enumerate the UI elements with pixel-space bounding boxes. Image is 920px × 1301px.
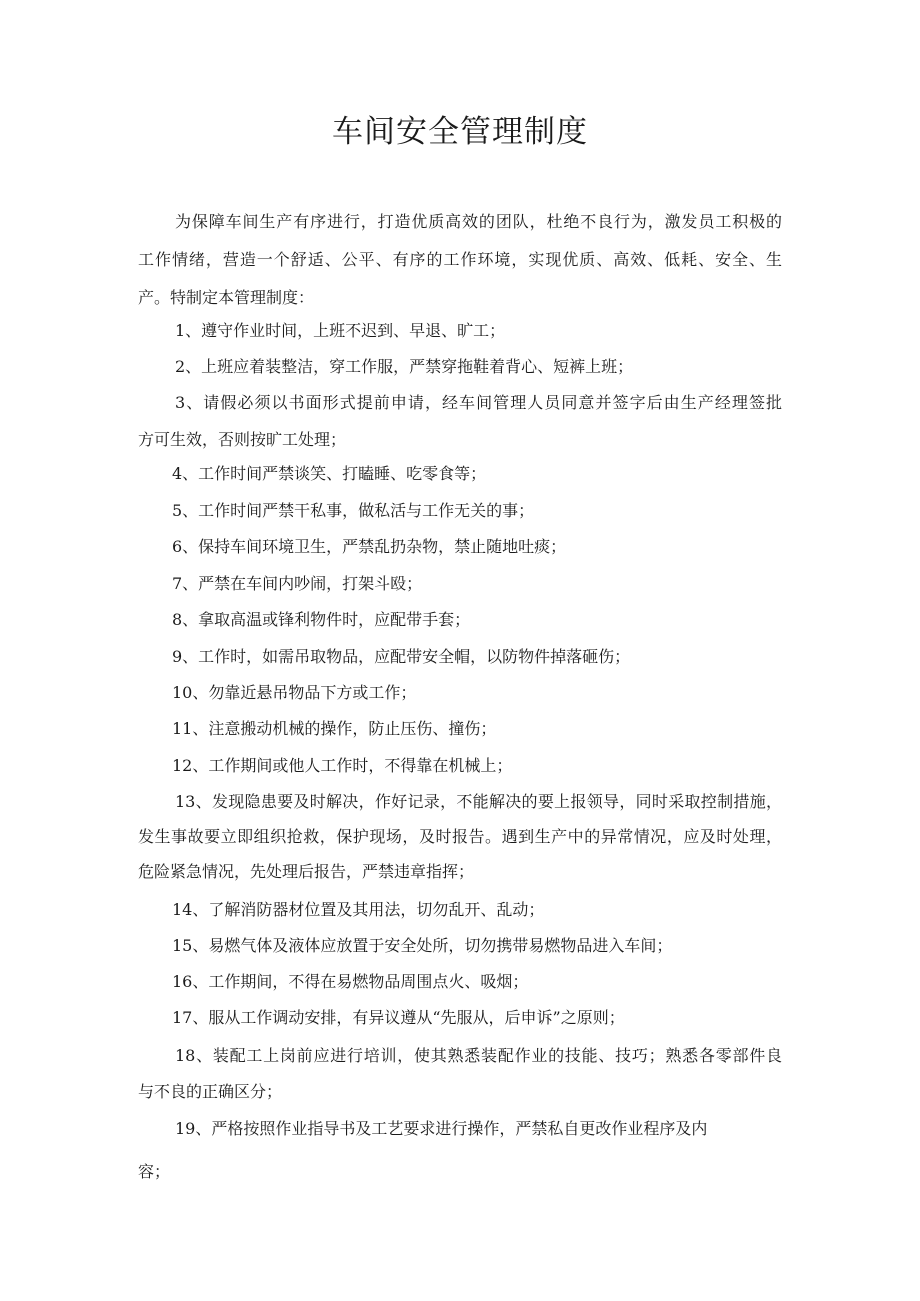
- rule-line: 危险紧急情况，先处理后报告，严禁违章指挥；: [138, 862, 475, 881]
- rule-line: 7、严禁在车间内吵闹，打架斗殴；: [172, 574, 423, 593]
- rule-line: 1、遵守作业时间，上班不迟到、早退、旷工；: [175, 321, 506, 340]
- rule-line: 6、保持车间环境卫生，严禁乱扔杂物，禁止随地吐痰；: [172, 537, 567, 556]
- intro-line: 工作情绪，营造一个舒适、公平、有序的工作环境，实现优质、高效、低耗、安全、生: [138, 250, 782, 269]
- rule-line: 容；: [138, 1162, 171, 1181]
- rule-line: 13、发现隐患要及时解决，作好记录，不能解决的要上报领导，同时采取控制措施，: [175, 792, 782, 811]
- page-title: 车间安全管理制度: [332, 114, 588, 150]
- rule-line: 方可生效，否则按旷工处理；: [138, 430, 347, 449]
- rule-line: 16、工作期间，不得在易燃物品周围点火、吸烟；: [172, 972, 529, 991]
- rule-line: 4、工作时间严禁谈笑、打瞌睡、吃零食等；: [172, 464, 487, 483]
- rule-line: 与不良的正确区分；: [138, 1082, 283, 1101]
- rule-line: 18、装配工上岗前应进行培训，使其熟悉装配作业的技能、技巧；熟悉各零部件良: [175, 1046, 782, 1065]
- rule-line: 14、了解消防器材位置及其用法，切勿乱开、乱动；: [172, 900, 545, 919]
- rule-line: 2、上班应着装整洁，穿工作服，严禁穿拖鞋着背心、短裤上班；: [175, 357, 634, 376]
- intro-line: 为保障车间生产有序进行，打造优质高效的团队，杜绝不良行为，激发员工积极的: [175, 212, 782, 231]
- rule-line: 19、严格按照作业指导书及工艺要求进行操作，严禁私自更改作业程序及内: [175, 1119, 708, 1138]
- rule-line: 15、易燃气体及液体应放置于安全处所，切勿携带易燃物品进入车间；: [172, 936, 673, 955]
- rule-line: 11、注意搬动机械的操作，防止压伤、撞伤；: [172, 719, 497, 738]
- rule-line: 5、工作时间严禁干私事，做私活与工作无关的事；: [172, 501, 535, 520]
- rule-line: 8、拿取高温或锋利物件时，应配带手套；: [172, 610, 471, 629]
- rule-line: 12、工作期间或他人工作时，不得靠在机械上；: [172, 756, 513, 775]
- rule-line: 10、勿靠近悬吊物品下方或工作；: [172, 683, 417, 702]
- rule-line: 3、请假必须以书面形式提前申请，经车间管理人员同意并签字后由生产经理签批: [175, 393, 782, 412]
- rule-line: 9、工作时，如需吊取物品，应配带安全帽，以防物件掉落砸伤；: [172, 647, 631, 666]
- rule-line: 17、服从工作调动安排，有异议遵从“先服从，后申诉”之原则；: [172, 1008, 625, 1027]
- rule-line: 发生事故要立即组织抢救，保护现场，及时报告。遇到生产中的异常情况，应及时处理，: [138, 827, 782, 846]
- intro-line: 产。特制定本管理制度：: [138, 288, 315, 307]
